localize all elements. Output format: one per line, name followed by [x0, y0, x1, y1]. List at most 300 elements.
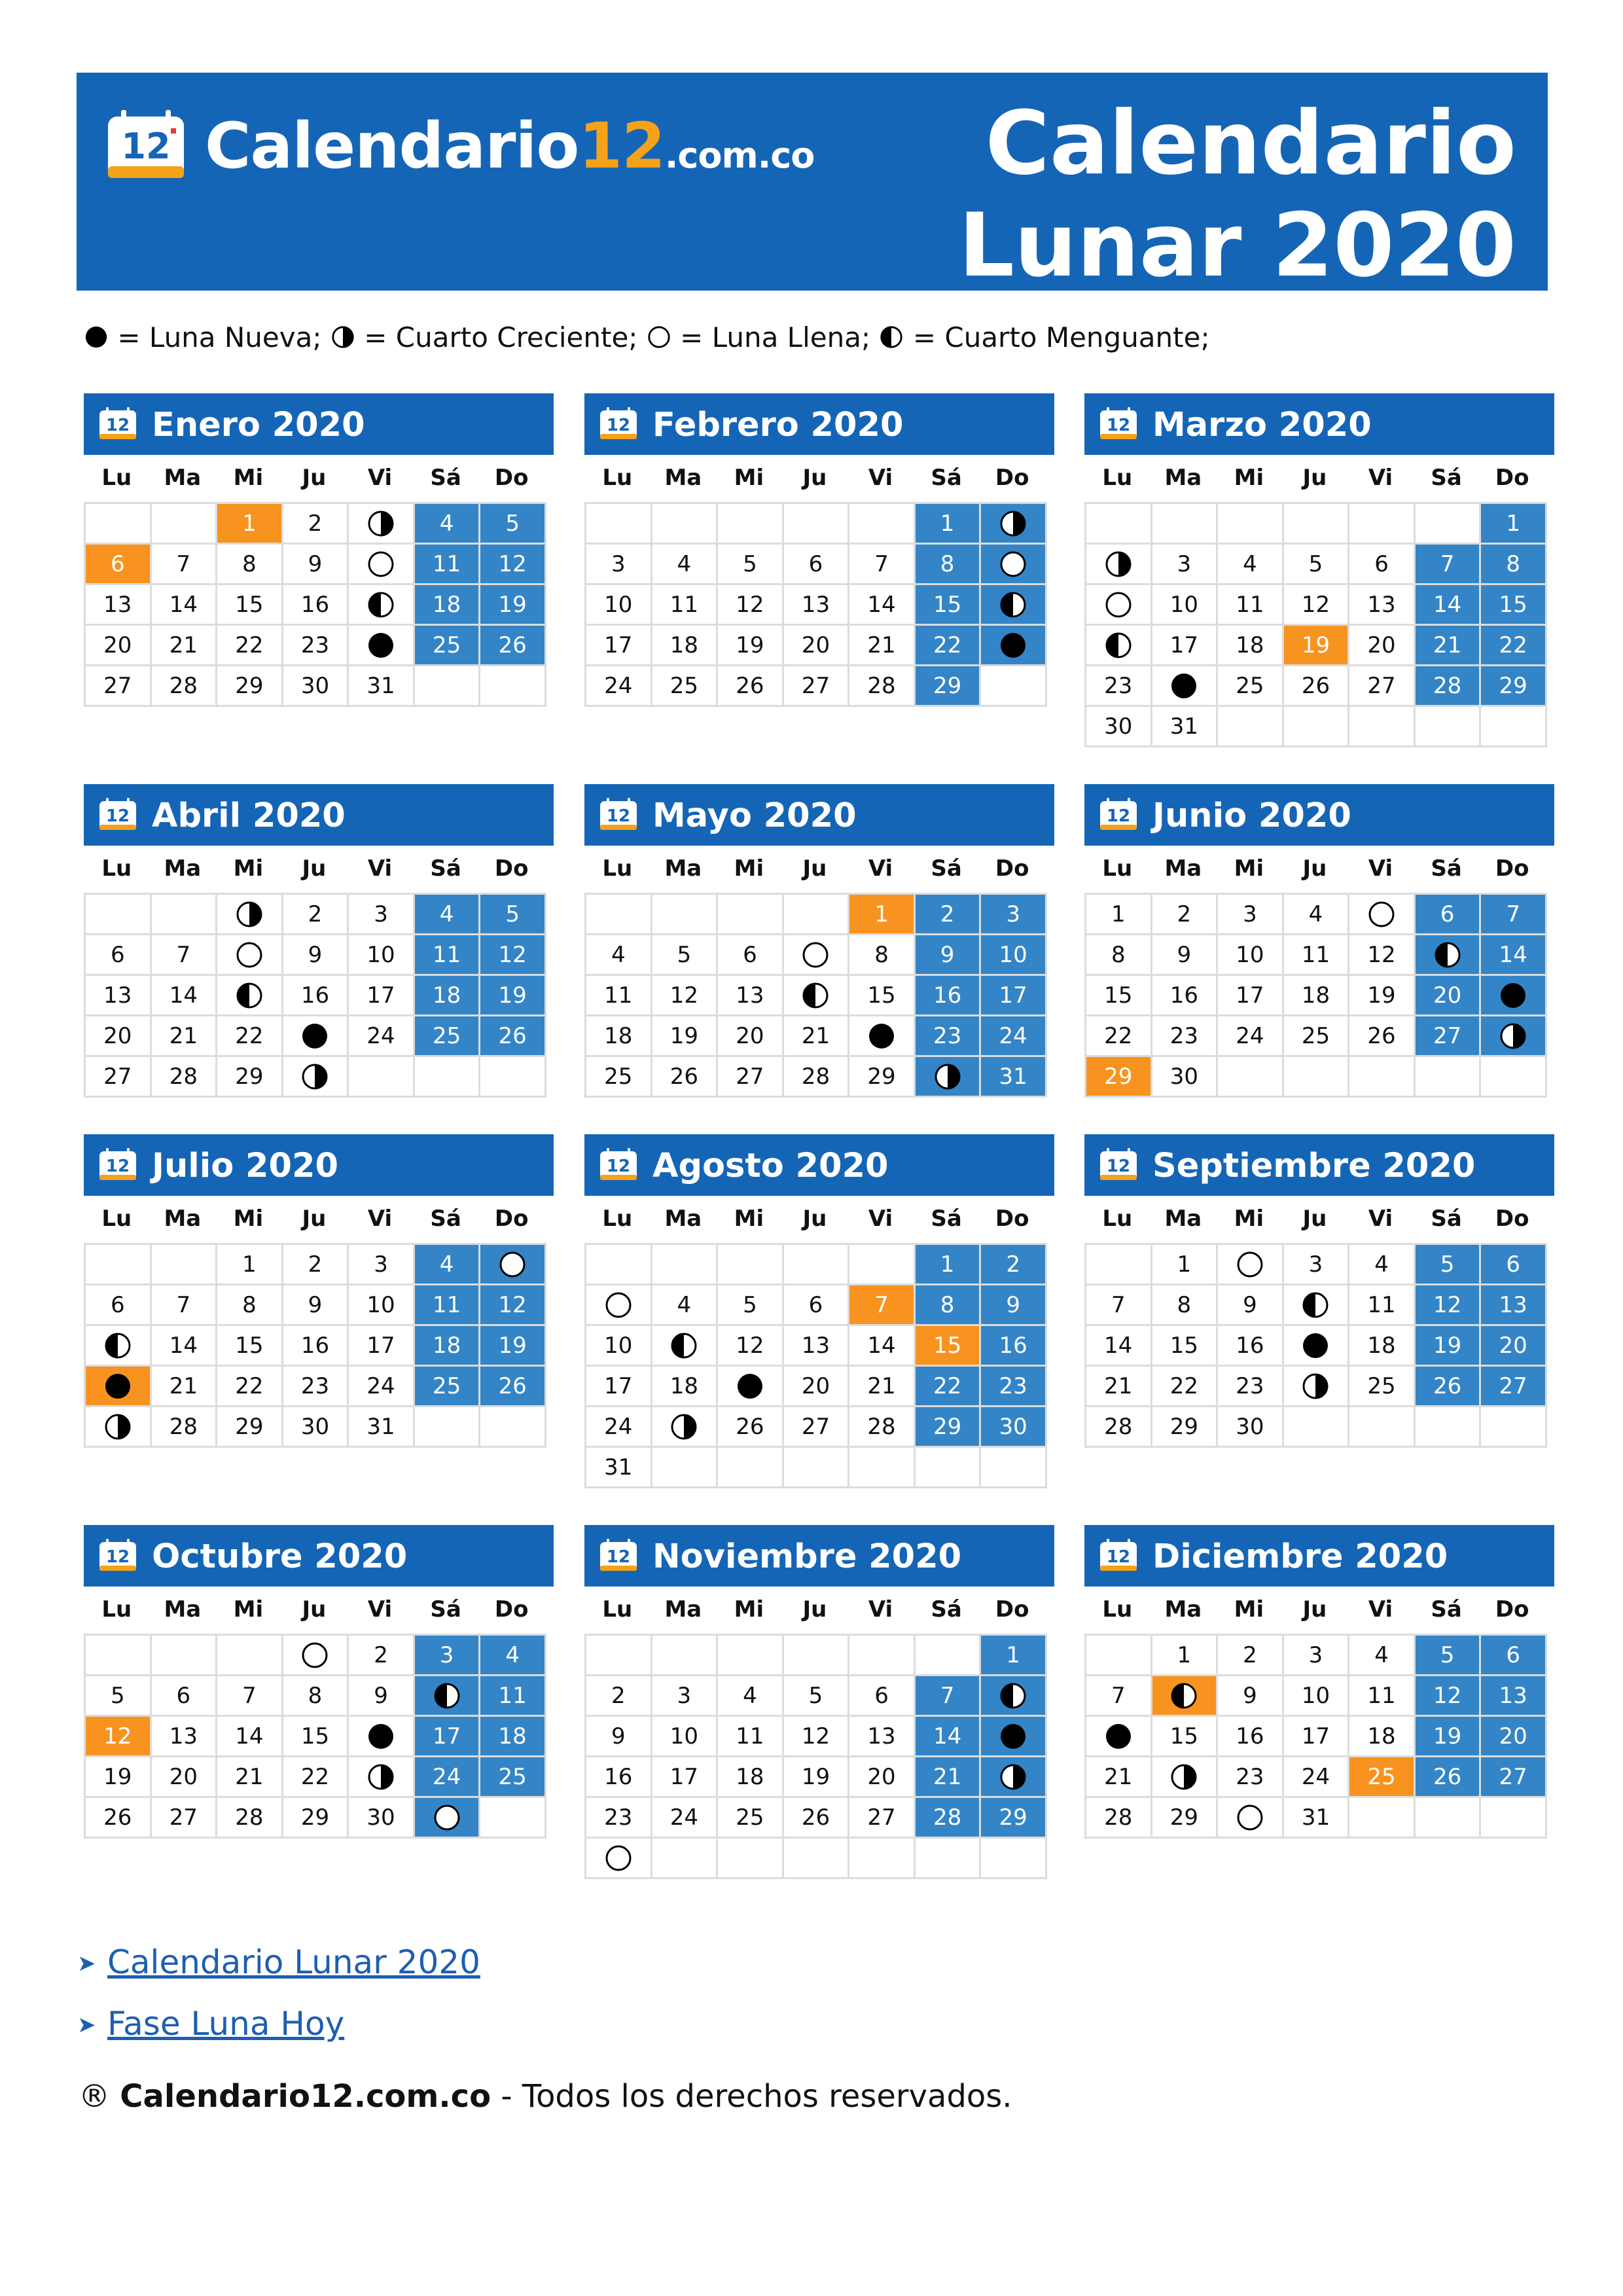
day-cell: 2 [349, 1636, 415, 1676]
month-header [1084, 393, 1554, 455]
day-cell: 3 [1284, 1245, 1350, 1285]
day-cell [349, 585, 415, 626]
svg-text:12: 12 [1106, 1157, 1131, 1176]
new-moon-icon [84, 325, 109, 350]
day-cell: 28 [152, 1057, 218, 1098]
empty-day-cell [480, 1407, 546, 1448]
day-cell: 10 [586, 1326, 652, 1367]
day-cell: 17 [652, 1757, 719, 1798]
weekday-label: Mi [233, 1596, 264, 1623]
calendar-icon [98, 1147, 137, 1181]
day-cell: 20 [86, 1016, 152, 1057]
day-cell: 2 [586, 1676, 652, 1717]
last-quarter-icon [1433, 941, 1462, 969]
day-cell: 10 [1284, 1676, 1350, 1717]
day-cell: 22 [217, 626, 283, 666]
day-cell: 4 [652, 1285, 719, 1326]
day-cell: 16 [283, 976, 349, 1016]
day-cell: 7 [152, 1285, 218, 1326]
day-cell: 20 [784, 1367, 850, 1407]
weekday-label: Ju [302, 465, 327, 491]
day-cell: 9 [1218, 1285, 1284, 1326]
weekday-label: Ju [1302, 1206, 1327, 1232]
day-cell: 24 [652, 1798, 719, 1839]
day-cell: 4 [480, 1636, 546, 1676]
day-cell: 25 [415, 1367, 481, 1407]
day-cell: 1 [1481, 504, 1547, 545]
weekday-label: Mi [233, 465, 264, 491]
day-cell: 7 [849, 545, 916, 585]
weekday-label: Ma [664, 855, 702, 882]
day-cell [349, 504, 415, 545]
last-quarter-icon [235, 981, 264, 1010]
weekday-label: Lu [101, 1206, 132, 1232]
empty-day-cell [1481, 1057, 1547, 1098]
month-calendar [1084, 1134, 1554, 1448]
svg-text:12: 12 [1106, 416, 1131, 435]
day-cell: 14 [152, 585, 218, 626]
weekday-label: Lu [101, 465, 132, 491]
last-quarter-icon [103, 1331, 132, 1360]
weekday-header [1084, 1196, 1545, 1242]
day-cell: 22 [1086, 1016, 1152, 1057]
weekday-label: Ju [302, 1206, 327, 1232]
empty-day-cell [86, 895, 152, 935]
weekday-label: Do [494, 465, 529, 491]
day-cell [1284, 1285, 1350, 1326]
svg-text:12: 12 [606, 1547, 631, 1567]
day-cell: 8 [217, 1285, 283, 1326]
day-cell: 23 [981, 1367, 1047, 1407]
weekday-header [1084, 846, 1545, 891]
day-cell: 21 [152, 1016, 218, 1057]
day-cell: 28 [916, 1798, 982, 1839]
empty-day-cell [586, 1636, 652, 1676]
empty-day-cell [480, 666, 546, 707]
day-cell: 28 [849, 1407, 916, 1448]
empty-day-cell [86, 1636, 152, 1676]
day-cell: 4 [652, 545, 719, 585]
new-moon-icon [736, 1372, 764, 1401]
day-cell: 11 [718, 1717, 784, 1757]
weekday-label: Ju [802, 855, 827, 882]
day-cell [652, 1326, 719, 1367]
empty-day-cell [415, 1057, 481, 1098]
day-grid [84, 502, 546, 707]
weekday-label: Lu [1102, 465, 1133, 491]
day-cell: 24 [586, 666, 652, 707]
empty-day-cell [1416, 707, 1482, 747]
day-cell: 5 [784, 1676, 850, 1717]
day-cell: 19 [1349, 976, 1416, 1016]
moon-phase-today-link[interactable]: Fase Luna Hoy [107, 2005, 345, 2043]
empty-day-cell [217, 1636, 283, 1676]
day-cell: 21 [1086, 1757, 1152, 1798]
day-cell: 14 [916, 1717, 982, 1757]
legend-last-quarter: = Cuarto Menguante; [912, 321, 1210, 353]
day-cell: 2 [916, 895, 982, 935]
day-cell: 27 [1349, 666, 1416, 707]
weekday-label: Ma [164, 1206, 202, 1232]
copyright-footer [79, 2073, 1012, 2119]
day-cell: 5 [652, 935, 719, 976]
full-moon-icon [604, 1844, 633, 1873]
day-cell: 9 [283, 1285, 349, 1326]
day-cell: 24 [349, 1367, 415, 1407]
day-cell: 28 [1086, 1798, 1152, 1839]
legend-full-moon: = Luna Llena; [680, 321, 871, 353]
day-cell: 24 [349, 1016, 415, 1057]
first-quarter-icon [669, 1412, 698, 1441]
day-cell: 8 [283, 1676, 349, 1717]
weekday-label: Vi [1368, 465, 1393, 491]
day-cell: 17 [1152, 626, 1219, 666]
day-cell: 10 [981, 935, 1047, 976]
day-cell: 3 [349, 895, 415, 935]
month-title: Octubre 2020 [152, 1537, 408, 1576]
day-cell: 11 [415, 1285, 481, 1326]
day-cell: 4 [1349, 1245, 1416, 1285]
day-grid [1084, 502, 1547, 747]
day-cell: 20 [784, 626, 850, 666]
last-quarter-icon [433, 1681, 461, 1710]
day-cell [217, 935, 283, 976]
day-cell [652, 1407, 719, 1448]
day-cell: 11 [586, 976, 652, 1016]
weekday-label: Ju [1302, 1596, 1327, 1623]
day-cell: 29 [916, 666, 982, 707]
empty-day-cell [1218, 707, 1284, 747]
day-cell: 24 [1218, 1016, 1284, 1057]
day-cell: 20 [1416, 976, 1482, 1016]
calendar-icon [98, 1538, 137, 1572]
day-grid [84, 1634, 546, 1839]
day-cell: 8 [916, 1285, 982, 1326]
empty-day-cell [981, 1839, 1047, 1879]
day-cell: 18 [652, 626, 719, 666]
empty-day-cell [86, 1245, 152, 1285]
day-cell: 3 [586, 545, 652, 585]
day-cell: 30 [981, 1407, 1047, 1448]
weekday-header [584, 846, 1045, 891]
empty-day-cell [1416, 1407, 1482, 1448]
day-cell: 12 [1416, 1676, 1482, 1717]
day-grid [1084, 893, 1547, 1098]
day-cell: 26 [1284, 666, 1350, 707]
empty-day-cell [1416, 1798, 1482, 1839]
day-cell [86, 1367, 152, 1407]
svg-text:12: 12 [121, 126, 171, 167]
weekday-label: Vi [868, 855, 893, 882]
weekday-label: Vi [367, 1206, 393, 1232]
empty-day-cell [718, 895, 784, 935]
day-cell: 29 [981, 1798, 1047, 1839]
day-cell: 30 [283, 666, 349, 707]
day-cell: 6 [1349, 545, 1416, 585]
day-cell: 15 [217, 585, 283, 626]
day-grid [84, 1243, 546, 1448]
empty-day-cell [1349, 1407, 1416, 1448]
empty-day-cell [152, 1245, 218, 1285]
empty-day-cell [784, 504, 850, 545]
day-cell: 16 [586, 1757, 652, 1798]
day-cell: 31 [981, 1057, 1047, 1098]
day-cell: 6 [152, 1676, 218, 1717]
day-cell: 1 [981, 1636, 1047, 1676]
day-cell: 6 [1416, 895, 1482, 935]
day-cell [1416, 935, 1482, 976]
day-cell: 22 [283, 1757, 349, 1798]
weekday-label: Do [1495, 1596, 1529, 1623]
empty-day-cell [981, 1448, 1047, 1488]
day-cell: 7 [152, 935, 218, 976]
day-cell: 20 [86, 626, 152, 666]
day-cell: 14 [1416, 585, 1482, 626]
new-moon-icon [300, 1022, 329, 1050]
calendar-icon [98, 406, 137, 440]
month-header [84, 1134, 554, 1196]
site-logo-text[interactable] [205, 107, 814, 195]
empty-day-cell [1349, 504, 1416, 545]
last-quarter-icon [999, 1681, 1027, 1710]
day-cell: 23 [1086, 666, 1152, 707]
month-title: Septiembre 2020 [1152, 1147, 1476, 1185]
day-cell: 26 [1416, 1367, 1482, 1407]
day-cell: 11 [652, 585, 719, 626]
full-moon-icon [999, 550, 1027, 579]
day-cell [784, 976, 850, 1016]
weekday-label: Ju [1302, 465, 1327, 491]
weekday-label: Lu [1102, 855, 1133, 882]
empty-day-cell [849, 1245, 916, 1285]
day-cell [981, 626, 1047, 666]
day-cell: 4 [718, 1676, 784, 1717]
logo-number: 12 [579, 109, 665, 183]
weekday-header [84, 846, 544, 891]
empty-day-cell [652, 895, 719, 935]
day-cell: 21 [152, 626, 218, 666]
day-cell: 29 [283, 1798, 349, 1839]
day-cell: 3 [652, 1676, 719, 1717]
day-cell: 5 [1416, 1636, 1482, 1676]
first-quarter-icon [999, 1763, 1027, 1791]
weekday-label: Sá [430, 855, 461, 882]
day-cell: 29 [1152, 1407, 1219, 1448]
lunar-calendar-link[interactable]: Calendario Lunar 2020 [107, 1943, 480, 1981]
day-cell: 4 [586, 935, 652, 976]
day-cell: 29 [1152, 1798, 1219, 1839]
day-cell [1481, 976, 1547, 1016]
day-cell: 18 [652, 1367, 719, 1407]
day-cell [718, 1367, 784, 1407]
empty-day-cell [480, 1798, 546, 1839]
day-cell: 25 [415, 1016, 481, 1057]
day-cell: 29 [916, 1407, 982, 1448]
day-cell: 19 [480, 1326, 546, 1367]
day-cell: 3 [1218, 895, 1284, 935]
day-cell: 15 [916, 1326, 982, 1367]
day-cell: 7 [1086, 1676, 1152, 1717]
weekday-header [584, 455, 1045, 501]
day-cell [981, 504, 1047, 545]
day-cell: 30 [349, 1798, 415, 1839]
weekday-label: Ju [302, 1596, 327, 1623]
empty-day-cell [586, 895, 652, 935]
empty-day-cell [415, 666, 481, 707]
month-header [84, 1525, 554, 1587]
day-cell: 16 [1218, 1326, 1284, 1367]
weekday-label: Do [494, 855, 529, 882]
month-title: Diciembre 2020 [1152, 1537, 1448, 1576]
weekday-label: Lu [101, 855, 132, 882]
empty-day-cell [1284, 1407, 1350, 1448]
day-cell: 31 [1152, 707, 1219, 747]
day-cell: 11 [415, 545, 481, 585]
day-cell: 27 [784, 666, 850, 707]
footer-rights-text: - Todos los derechos reservados. [491, 2078, 1012, 2115]
day-cell: 2 [981, 1245, 1047, 1285]
day-cell: 29 [217, 666, 283, 707]
day-cell: 18 [415, 1326, 481, 1367]
day-cell: 5 [480, 504, 546, 545]
svg-text:12: 12 [606, 1157, 631, 1176]
day-cell: 21 [1086, 1367, 1152, 1407]
weekday-label: Sá [430, 1596, 461, 1623]
weekday-label: Mi [233, 1206, 264, 1232]
empty-day-cell [718, 1245, 784, 1285]
new-moon-icon [999, 631, 1027, 660]
day-cell [981, 1676, 1047, 1717]
month-header [84, 393, 554, 455]
day-cell: 18 [480, 1717, 546, 1757]
day-cell [1086, 626, 1152, 666]
day-cell: 6 [849, 1676, 916, 1717]
day-cell: 13 [784, 1326, 850, 1367]
day-cell: 4 [1349, 1636, 1416, 1676]
day-cell: 7 [1481, 895, 1547, 935]
weekday-label: Vi [367, 855, 393, 882]
day-cell [1086, 1717, 1152, 1757]
day-cell: 5 [86, 1676, 152, 1717]
month-calendar [1084, 784, 1554, 1098]
new-moon-icon [1169, 672, 1198, 700]
weekday-header [84, 1587, 544, 1632]
day-cell: 28 [849, 666, 916, 707]
day-cell: 20 [718, 1016, 784, 1057]
registered-symbol: ® [79, 2078, 110, 2115]
day-cell: 7 [152, 545, 218, 585]
weekday-label: Lu [602, 465, 633, 491]
full-moon-icon [366, 550, 395, 579]
full-moon-icon [801, 941, 830, 969]
weekday-label: Ju [802, 465, 827, 491]
first-quarter-icon [999, 509, 1027, 538]
moon-phase-legend [84, 318, 1210, 357]
day-cell: 1 [1152, 1245, 1219, 1285]
weekday-label: Vi [868, 465, 893, 491]
day-cell: 15 [1086, 976, 1152, 1016]
day-cell: 27 [849, 1798, 916, 1839]
day-cell: 15 [849, 976, 916, 1016]
weekday-label: Mi [233, 855, 264, 882]
day-cell [1152, 666, 1219, 707]
day-cell: 28 [217, 1798, 283, 1839]
weekday-label: Lu [101, 1596, 132, 1623]
day-cell: 11 [1349, 1285, 1416, 1326]
weekday-label: Sá [931, 1596, 962, 1623]
day-grid [584, 1243, 1047, 1488]
weekday-label: Mi [734, 1206, 764, 1232]
weekday-label: Vi [868, 1206, 893, 1232]
empty-day-cell [1481, 707, 1547, 747]
weekday-label: Mi [1234, 465, 1264, 491]
weekday-label: Vi [367, 1596, 393, 1623]
day-cell: 11 [480, 1676, 546, 1717]
month-title: Julio 2020 [152, 1147, 338, 1185]
day-grid [584, 893, 1047, 1098]
day-cell: 6 [86, 1285, 152, 1326]
day-cell: 18 [586, 1016, 652, 1057]
day-cell: 27 [1481, 1367, 1547, 1407]
empty-day-cell [1284, 504, 1350, 545]
day-cell: 4 [415, 504, 481, 545]
day-cell [1284, 1367, 1350, 1407]
empty-day-cell [1284, 707, 1350, 747]
calendar-logo-icon [105, 109, 187, 181]
new-moon-icon [999, 1722, 1027, 1751]
day-cell: 23 [1218, 1367, 1284, 1407]
day-cell: 28 [1416, 666, 1482, 707]
day-cell: 13 [86, 976, 152, 1016]
empty-day-cell [784, 1636, 850, 1676]
empty-day-cell [1086, 1636, 1152, 1676]
last-quarter-icon [999, 590, 1027, 619]
empty-day-cell [784, 1839, 850, 1879]
weekday-label: Lu [1102, 1206, 1133, 1232]
related-links [77, 1932, 480, 2055]
day-cell: 5 [1416, 1245, 1482, 1285]
day-cell: 16 [283, 585, 349, 626]
weekday-label: Ma [1164, 465, 1202, 491]
weekday-label: Do [995, 855, 1029, 882]
full-moon-icon [1104, 590, 1133, 619]
empty-day-cell [652, 1636, 719, 1676]
arrow-right-icon: ➤ [77, 1950, 96, 1977]
day-cell: 11 [415, 935, 481, 976]
empty-day-cell [718, 1636, 784, 1676]
day-cell: 28 [784, 1057, 850, 1098]
month-header [584, 393, 1054, 455]
svg-text:12: 12 [105, 416, 130, 435]
day-cell: 13 [718, 976, 784, 1016]
month-title: Noviembre 2020 [652, 1537, 962, 1576]
empty-day-cell [586, 504, 652, 545]
weekday-label: Sá [1431, 855, 1462, 882]
svg-text:12: 12 [606, 806, 631, 826]
day-cell [849, 1016, 916, 1057]
day-cell: 25 [652, 666, 719, 707]
day-cell: 29 [217, 1407, 283, 1448]
empty-day-cell [1086, 1245, 1152, 1285]
day-cell: 31 [349, 1407, 415, 1448]
calendar-icon [1099, 1538, 1138, 1572]
weekday-label: Ma [1164, 1206, 1202, 1232]
empty-day-cell [784, 895, 850, 935]
empty-day-cell [849, 1636, 916, 1676]
full-moon-icon [235, 941, 264, 969]
month-calendar [1084, 1525, 1554, 1839]
full-moon-icon [300, 1641, 329, 1670]
